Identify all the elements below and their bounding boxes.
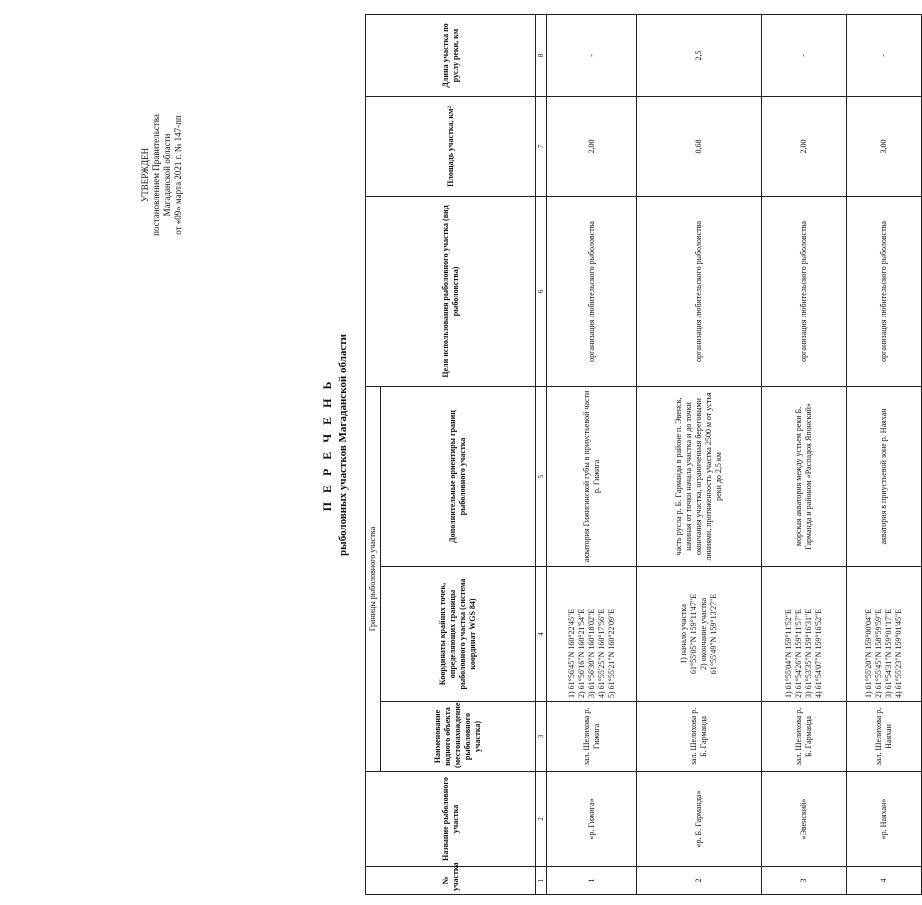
header-length: Длина участка по руслу реки, км xyxy=(366,14,536,96)
coord-line: 3) 61°56'30"N 160°18'02"E xyxy=(586,608,596,698)
fishing-sites-table xyxy=(365,14,922,895)
header-purpose: Цели использования рыболовного участка (вид рыболовства) xyxy=(366,196,536,386)
cell-water: зал. Шелихова р. Б. Гарманда xyxy=(637,702,762,772)
coord-line: 2) 61°54'26"N 159°11'57"E xyxy=(794,609,803,698)
document-title xyxy=(320,165,349,725)
cell-length: - xyxy=(547,14,637,96)
title-main: П Е Р Е Ч Е Н Ь xyxy=(320,378,334,512)
header-landmarks: Дополнительные ориентиры границ рыболовного участка xyxy=(381,386,536,566)
cell-purpose: организация любительского рыболовства xyxy=(637,196,762,386)
coord-line: 4) 61°54'07"N 159°16'52"E xyxy=(814,608,823,698)
coord-line: 3) 61°53'35"N 159°16'31"E xyxy=(804,608,813,698)
cell-water: зал. Шелихова р. Наяхан xyxy=(847,702,922,772)
table-row xyxy=(637,14,762,894)
col-number: 6 xyxy=(536,196,547,386)
cell-area: 2,00 xyxy=(762,96,847,196)
coord-line: 4) 61°55'23"N 159°01'45"E xyxy=(894,608,903,698)
header-water-body: Наименование водного объекта (местонахождение рыболовного участка) xyxy=(381,702,536,772)
coord-line: 4) 61°55'25"N 160°17'56"E xyxy=(596,608,606,698)
coord-line: 5) 61°55'21"N 160°22'09"E xyxy=(606,608,616,698)
cell-num: 3 xyxy=(762,867,847,895)
cell-water: зал. Шелихова р. Гижига xyxy=(547,702,637,772)
cell-num: 1 xyxy=(547,867,637,895)
cell-coords xyxy=(847,567,922,702)
coord-line: 1) 61°55'04"N 159°11'52"E xyxy=(784,609,793,698)
title-sub: рыболовных участков Магаданской области xyxy=(337,334,349,556)
col-number: 4 xyxy=(536,567,547,702)
cell-coords xyxy=(547,567,637,702)
header-coords: Координаты крайних точек, определяющих границы рыболовного участка (система координат WGS 84) xyxy=(381,567,536,702)
cell-area: 2,00 xyxy=(547,96,637,196)
coord-line: 61°55'49"N 159°13'27"E xyxy=(709,593,718,675)
approval-line-1: УТВЕРЖДЕН xyxy=(140,147,150,203)
approval-stamp xyxy=(140,45,184,305)
cell-purpose: организация любительского рыболовства xyxy=(847,196,922,386)
header-name: Название рыболовного участка xyxy=(366,772,536,867)
cell-landmarks: часть русла р. Б. Гарманда в районе п. Эвенск, начиная от точки начала участка и до точки окончания участка, ограниченная береговыми линиями, протяженность участка 2500 м от устья реки до 2,5 км xyxy=(637,386,762,566)
coord-line: 2) 61°56'16"N 160°21'54"E xyxy=(576,608,586,698)
coord-line: 1) 61°55'20"N 159°00'04"E xyxy=(864,608,873,698)
coord-line: 2) окончание участка xyxy=(699,597,708,671)
approval-line-4: от «09» марта 2021 г. № 147-пп xyxy=(173,115,183,235)
col-number: 1 xyxy=(536,867,547,895)
header-area: Площадь участка, км² xyxy=(366,96,536,196)
header-num: № участка xyxy=(366,867,536,895)
col-number: 2 xyxy=(536,772,547,867)
cell-name: «Эвенский» xyxy=(762,772,847,867)
cell-length: 2,5 xyxy=(637,14,762,96)
cell-name: «р. Гижига» xyxy=(547,772,637,867)
cell-coords xyxy=(762,567,847,702)
cell-coords xyxy=(637,567,762,702)
cell-num: 4 xyxy=(847,867,922,895)
table-row xyxy=(547,14,637,894)
approval-line-3: Магаданской области xyxy=(162,133,172,217)
col-number: 3 xyxy=(536,702,547,772)
coord-line: 1) 61°56'45"N 160°22'45"E xyxy=(566,608,576,698)
cell-water: зал. Шелихова р. Б. Гарманда xyxy=(762,702,847,772)
cell-length: - xyxy=(762,14,847,96)
cell-purpose: организация любительского рыболовства xyxy=(547,196,637,386)
table-row xyxy=(847,14,922,894)
col-number: 8 xyxy=(536,14,547,96)
col-number: 7 xyxy=(536,96,547,196)
cell-landmarks: акватория в приустьевой зоне р. Наяхан xyxy=(847,386,922,566)
cell-area: 3,00 xyxy=(847,96,922,196)
coord-line: 1) начало участка xyxy=(679,604,688,664)
cell-length: - xyxy=(847,14,922,96)
cell-area: 0,68 xyxy=(637,96,762,196)
cell-landmarks: морская акватория между устьем реки Б. Гарманда и районом «Распадок Японский» xyxy=(762,386,847,566)
cell-landmarks: акватория Гижигинской губы в приустьевой части р. Гижига xyxy=(547,386,637,566)
cell-name: «р. Б. Гарманда» xyxy=(637,772,762,867)
cell-num: 2 xyxy=(637,867,762,895)
approval-line-2: постановлением Правительства xyxy=(151,114,161,236)
coord-line: 2) 61°55'45"N 158°59'59"E xyxy=(874,608,883,698)
coord-line: 61°55'05"N 159°11'47"E xyxy=(689,593,698,675)
table-row xyxy=(762,14,847,894)
coord-line: 3) 61°54'31"N 159°01'17"E xyxy=(884,608,893,698)
header-borders-group: Границы рыболовного участка xyxy=(366,386,381,771)
col-number: 5 xyxy=(536,386,547,566)
cell-purpose: организация любительского рыболовства xyxy=(762,196,847,386)
cell-name: «р. Наяхан» xyxy=(847,772,922,867)
